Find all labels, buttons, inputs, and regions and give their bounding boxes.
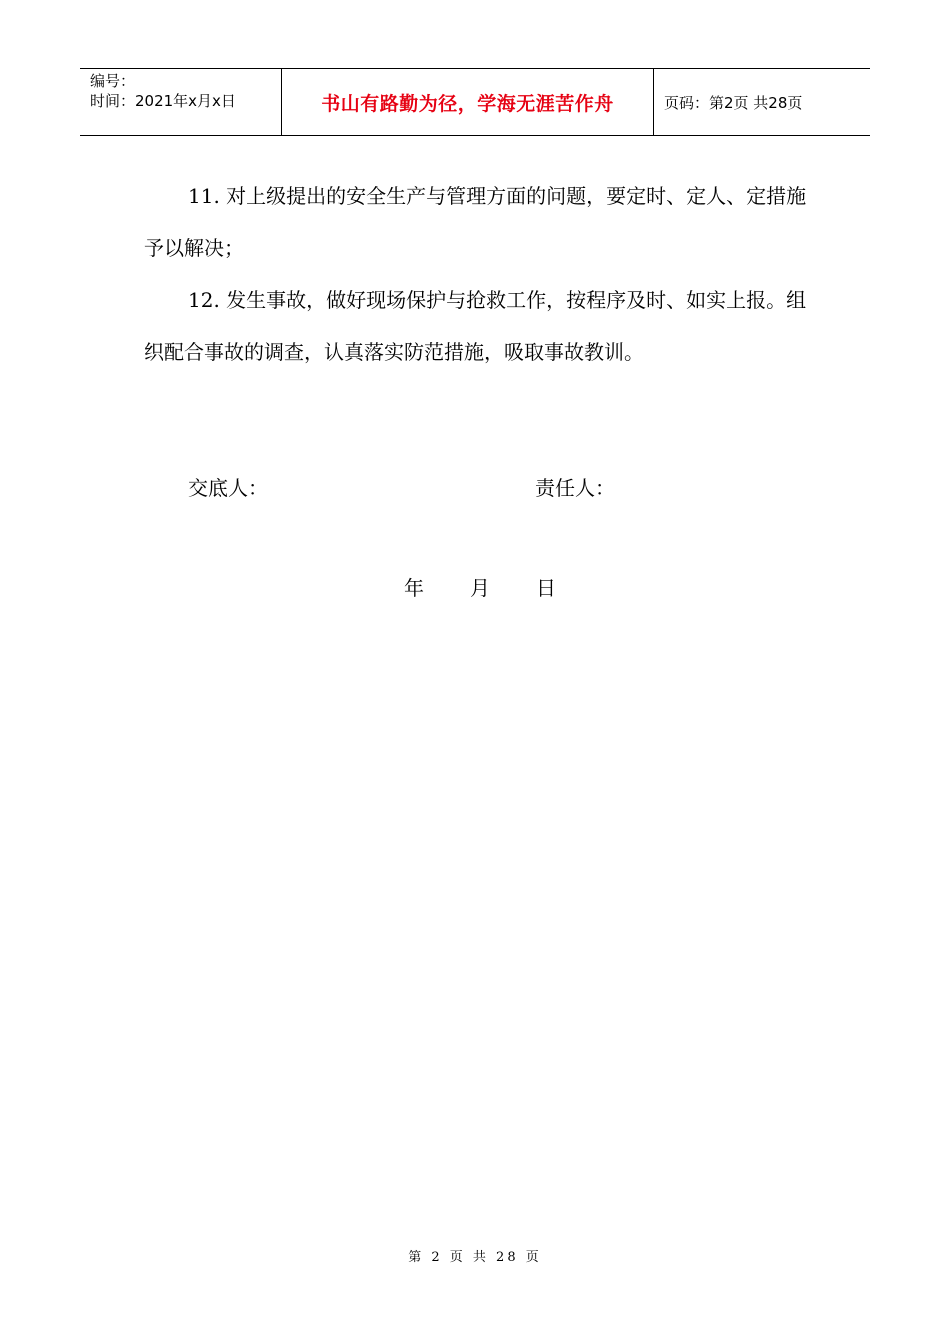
date-row	[404, 572, 556, 601]
document-body	[144, 170, 814, 378]
paragraph-item-11: 11. 对上级提出的安全生产与管理方面的问题，要定时、定人、定措施予以解决；	[144, 184, 807, 260]
page-footer	[0, 1246, 950, 1265]
date-month-label: 月	[470, 576, 490, 600]
header-motto-cell	[282, 69, 654, 135]
header-page-info: 页码：第2页 共28页	[664, 93, 803, 112]
responsible-label: 责任人：	[535, 476, 615, 500]
signature-row	[0, 472, 950, 508]
date-day-label: 日	[536, 576, 556, 600]
header-motto: 书山有路勤为径，学海无涯苦作舟	[321, 92, 614, 115]
date-year-label: 年	[404, 576, 424, 600]
presenter-label: 交底人：	[188, 476, 268, 500]
header-page-cell	[654, 69, 870, 135]
document-number-label: 编号：	[90, 72, 136, 90]
header-meta-cell	[80, 69, 282, 135]
document-time-label: 时间：2021年x月x日	[90, 92, 236, 110]
header-table	[80, 68, 870, 136]
footer-page-number: 第 2 页 共 28 页	[408, 1250, 542, 1265]
paragraph-item-12: 12. 发生事故，做好现场保护与抢救工作，按程序及时、如实上报。组织配合事故的调查，认真落实防范措施，吸取事故教训。	[144, 288, 807, 364]
